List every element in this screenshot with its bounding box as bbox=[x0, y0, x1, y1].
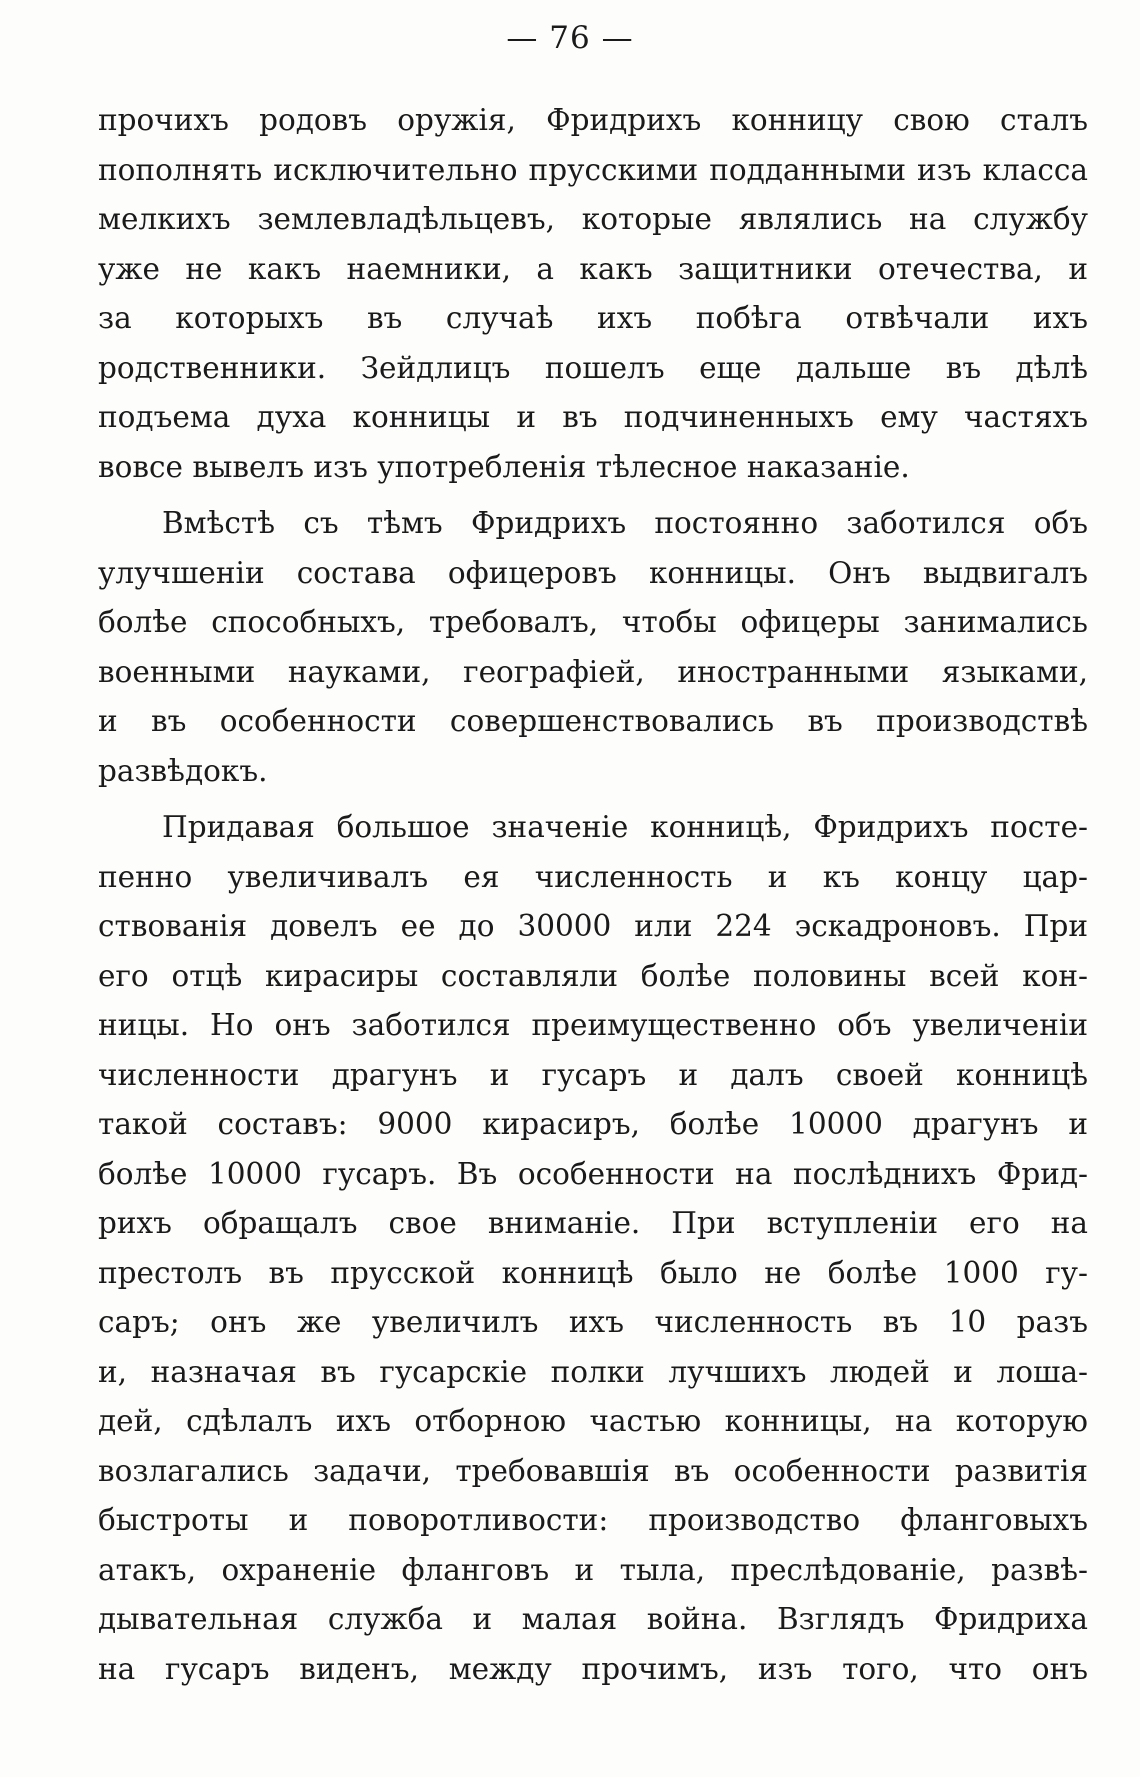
text-line: Вмѣстѣ съ тѣмъ Фридрихъ постоянно заботился объ bbox=[162, 506, 1088, 540]
text-line: атакъ, охраненіе фланговъ и тыла, преслѣдованіе, развѣ- bbox=[98, 1552, 1088, 1587]
text-line: ницы. Но онъ заботился преимущественно объ увеличеніи bbox=[98, 1008, 1088, 1042]
text-line: быстроты и поворотливости: производство фланговыхъ bbox=[98, 1503, 1088, 1537]
text-line: вовсе вывелъ изъ употребленія тѣлесное наказаніе. bbox=[98, 449, 910, 484]
text-line: прочихъ родовъ оружія, Фридрихъ конницу свою сталъ bbox=[98, 103, 1088, 137]
text-line: родственники. Зейдлицъ пошелъ еще дальше въ дѣлѣ bbox=[98, 350, 1088, 385]
text-line: пенно увеличивалъ ея численность и къ концу цар- bbox=[98, 859, 1088, 894]
text-line: такой составъ: 9000 кирасиръ, болѣе 10000 драгунъ и bbox=[98, 1107, 1088, 1141]
page-body bbox=[98, 96, 1088, 1701]
text-line: и въ особенности совершенствовались въ производствѣ bbox=[98, 704, 1088, 738]
paragraph bbox=[98, 96, 1088, 492]
text-line: болѣе 10000 гусаръ. Въ особенности на послѣднихъ Фрид- bbox=[98, 1156, 1088, 1191]
paragraph bbox=[98, 499, 1088, 796]
text-line: престолъ въ прусской конницѣ было не болѣе 1000 гу- bbox=[98, 1255, 1088, 1290]
text-line: ствованія довелъ ее до 30000 или 224 эскадроновъ. При bbox=[98, 909, 1088, 943]
page-number: — 76 — bbox=[506, 20, 634, 56]
text-line: за которыхъ въ случаѣ ихъ побѣга отвѣчали ихъ bbox=[98, 301, 1088, 335]
text-line: численности драгунъ и гусаръ и далъ своей конницѣ bbox=[98, 1057, 1088, 1092]
text-line: его отцѣ кирасиры составляли болѣе половины всей кон- bbox=[98, 958, 1088, 993]
text-line: возлагались задачи, требовавшія въ особенности развитія bbox=[98, 1453, 1088, 1488]
text-line: болѣе способныхъ, требовалъ, чтобы офицеры занимались bbox=[98, 605, 1088, 639]
text-line: улучшеніи состава офицеровъ конницы. Онъ выдвигалъ bbox=[98, 555, 1088, 590]
text-line: саръ; онъ же увеличилъ ихъ численность въ 10 разъ bbox=[98, 1305, 1088, 1339]
text-line: подъема духа конницы и въ подчиненныхъ ему частяхъ bbox=[98, 400, 1088, 434]
text-line: военными науками, географіей, иностранными языками, bbox=[98, 654, 1088, 689]
paragraph bbox=[98, 803, 1088, 1694]
text-line: дей, сдѣлалъ ихъ отборною частью конницы, на которую bbox=[98, 1404, 1088, 1438]
text-line: и, назначая въ гусарскіе полки лучшихъ людей и лоша- bbox=[98, 1354, 1088, 1389]
text-line: пополнять исключительно прусскими подданными изъ класса bbox=[98, 152, 1088, 187]
text-line: дывательная служба и малая война. Взглядъ Фридриха bbox=[98, 1602, 1088, 1636]
text-line: Придавая большое значеніе конницѣ, Фридрихъ посте- bbox=[162, 810, 1088, 844]
text-line: рихъ обращалъ свое вниманіе. При вступленіи его на bbox=[98, 1206, 1088, 1240]
text-line: мелкихъ землевладѣльцевъ, которые являлись на службу bbox=[98, 202, 1088, 236]
text-line: уже не какъ наемники, а какъ защитники отечества, и bbox=[98, 251, 1088, 286]
text-line: на гусаръ виденъ, между прочимъ, изъ того, что онъ bbox=[98, 1651, 1088, 1686]
text-line: развѣдокъ. bbox=[98, 753, 268, 788]
